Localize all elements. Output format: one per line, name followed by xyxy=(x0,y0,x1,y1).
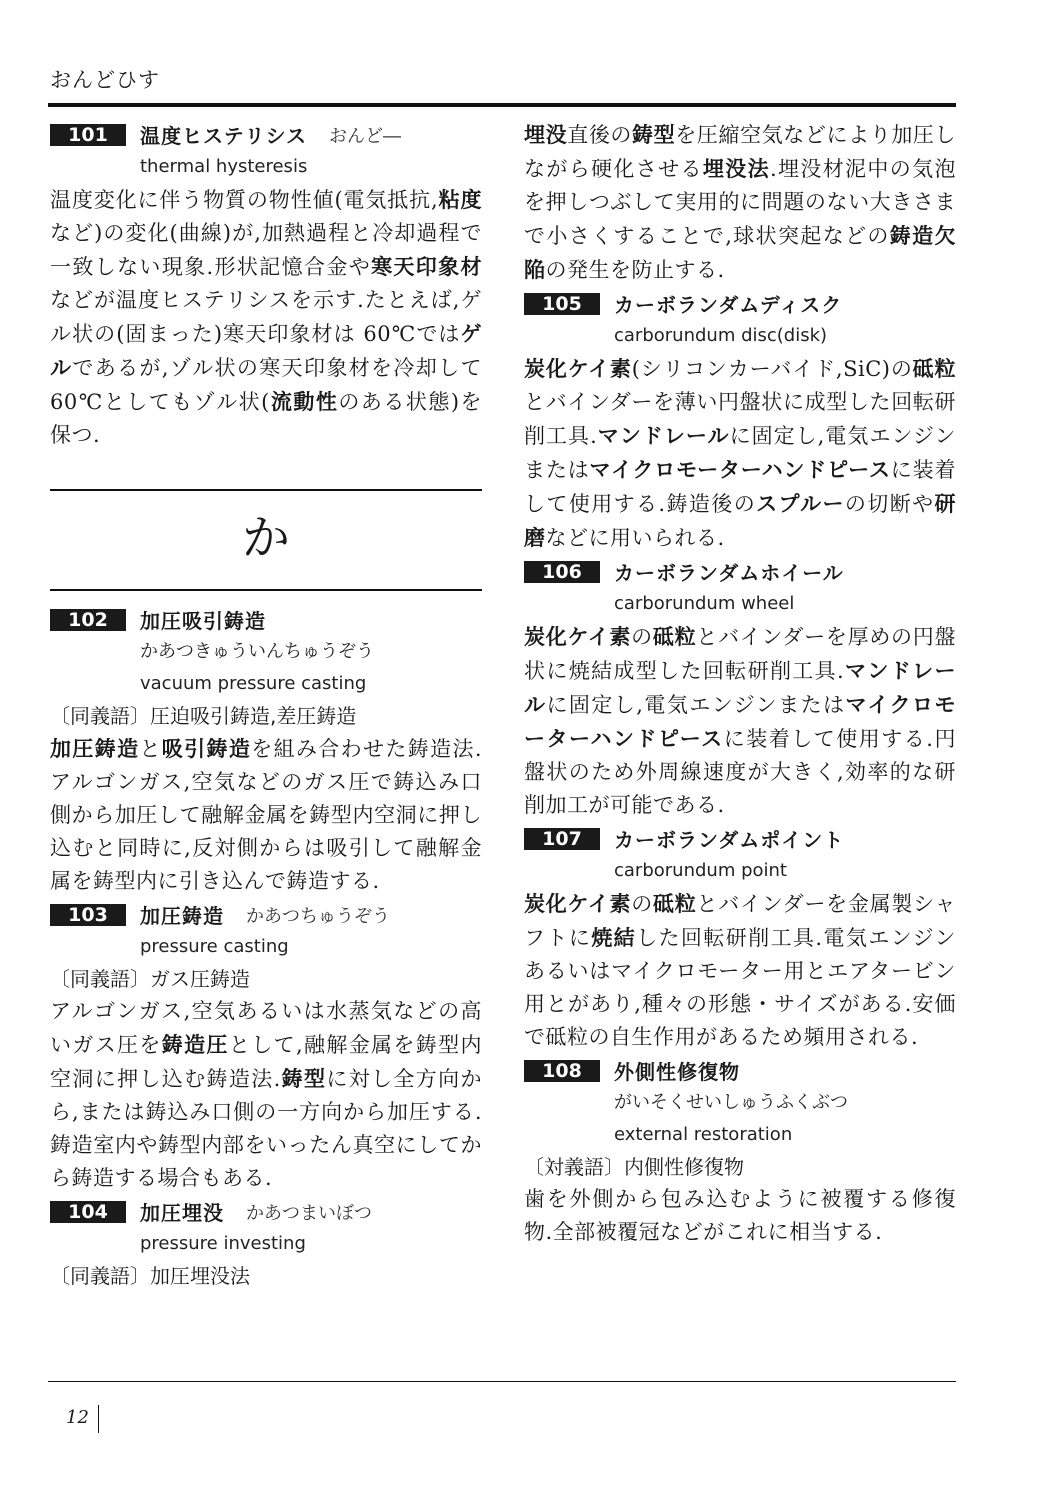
bold-term: 鋳型 xyxy=(632,122,676,147)
entry-body xyxy=(524,887,956,1054)
entry-105 xyxy=(524,287,956,555)
body-text: に固定し,電気エンジンまたは xyxy=(546,693,846,717)
body-text: の切断や xyxy=(844,492,935,516)
body-text: 直後の xyxy=(567,123,633,147)
page-number: 12 xyxy=(66,1407,89,1428)
section-rule xyxy=(50,589,482,591)
body-text: 温度変化に伴う物質の物性値(電気抵抗, xyxy=(50,188,439,212)
top-rule xyxy=(48,103,956,107)
entry-body xyxy=(50,995,482,1195)
entry-english: pressure investing xyxy=(140,1233,306,1254)
bold-term: 鋳型 xyxy=(280,1066,327,1091)
entry-reading: がいそくせいしゅうふくぶつ xyxy=(614,1092,848,1113)
bold-term: 炭化ケイ素 xyxy=(524,891,632,916)
bold-term: スプルー xyxy=(756,491,845,516)
entry-body xyxy=(50,732,482,898)
entry-reading: かあつまいぼつ xyxy=(246,1202,372,1224)
entry-number: 104 xyxy=(50,1201,126,1223)
entry-term: 温度ヒステリシス xyxy=(140,124,307,148)
bold-term: ゲル xyxy=(50,321,482,380)
entry-number: 103 xyxy=(50,904,126,926)
entry-english: carborundum wheel xyxy=(614,593,795,614)
entry-reading: かあつきゅういんちゅうぞう xyxy=(140,641,374,662)
body-text: であるが,ゾル状の寒天印象材を冷却して 60℃としてもゾル状( xyxy=(50,356,482,414)
body-text: の xyxy=(631,892,654,916)
entry-english: carborundum point xyxy=(614,860,787,881)
body-text: を組み合わせた鋳造法.アルゴンガス,空気などのガス圧で鋳込み口側から加圧して融解金属を鋳型内空洞に押し込むと同時に,反対側からは吸引して融解金属を鋳型内に引き込んで鋳造する. xyxy=(50,737,482,893)
entry-english: external restoration xyxy=(614,1124,793,1145)
entry-103 xyxy=(50,898,482,1195)
bold-term: マイクロモーターハンドピース xyxy=(524,692,957,751)
bold-term: 焼結 xyxy=(591,925,637,950)
bold-term: 砥粒 xyxy=(912,356,957,381)
body-text: 歯を外側から包み込むように被覆する修復物.全部被覆冠などがこれに相当する. xyxy=(524,1187,956,1244)
entry-synonym: 〔同義語〕ガス圧鋳造 xyxy=(50,967,250,991)
entry-107 xyxy=(524,822,956,1054)
entry-number: 101 xyxy=(50,124,126,146)
entry-number: 106 xyxy=(524,561,600,583)
bold-term: 加圧鋳造 xyxy=(50,736,140,761)
entry-104-body xyxy=(524,118,956,287)
entry-term: カーボランダムホイール xyxy=(614,561,844,585)
entry-body xyxy=(50,183,482,452)
body-text: の xyxy=(631,625,653,649)
entry-term: 加圧吸引鋳造 xyxy=(140,609,266,633)
bottom-rule xyxy=(48,1381,956,1382)
body-text: などに用いられる. xyxy=(545,526,725,550)
bold-term: 吸引鋳造 xyxy=(161,736,252,761)
entry-number: 107 xyxy=(524,828,600,850)
bold-term: 埋没 xyxy=(524,122,568,147)
bold-term: マンドレール xyxy=(597,423,730,448)
body-text: と xyxy=(139,737,162,761)
section-kana: か xyxy=(241,510,290,566)
body-text: とバインダーを薄い円盤状に成型した回転研削工具. xyxy=(524,390,956,448)
body-text: の発生を防止する. xyxy=(545,258,725,282)
entry-term: 加圧埋没 xyxy=(140,1201,224,1225)
entry-english: vacuum pressure casting xyxy=(140,673,367,694)
bold-term: 鋳造欠陥 xyxy=(524,223,956,282)
entry-104 xyxy=(50,1195,482,1292)
entry-number: 105 xyxy=(524,293,600,315)
left-column xyxy=(50,118,482,1292)
body-text: に対し全方向から,または鋳込み口側の一方向から加圧する.鋳造室内や鋳型内部をいったん真空にしてから鋳造する場合もある. xyxy=(50,1067,482,1190)
entry-synonym: 〔同義語〕圧迫吸引鋳造,差圧鋳造 xyxy=(50,704,357,728)
body-text: に固定し,電気エンジンまたは xyxy=(524,424,956,482)
entry-english: pressure casting xyxy=(140,936,289,957)
bold-term: 鋳造圧 xyxy=(161,1032,229,1057)
entry-term: カーボランダムポイント xyxy=(614,828,845,852)
entry-term: 外側性修復物 xyxy=(614,1060,740,1084)
body-text: に装着して使用する.鋳造後の xyxy=(524,458,956,516)
bold-term: 炭化ケイ素 xyxy=(524,356,632,381)
bold-term: 寒天印象材 xyxy=(371,254,482,279)
bold-term: マンドレール xyxy=(524,658,956,717)
right-column xyxy=(524,118,956,1249)
bold-term: 研磨 xyxy=(524,491,956,550)
entry-english: carborundum disc(disk) xyxy=(614,325,828,346)
running-head: おんどひす xyxy=(50,68,160,92)
body-text: アルゴンガス,空気あるいは水蒸気などの高いガス圧を xyxy=(50,999,482,1057)
entry-reading: かあつちゅうぞう xyxy=(246,905,390,927)
entry-english: thermal hysteresis xyxy=(140,156,308,177)
body-text: として,融解金属を鋳型内空洞に押し込む鋳造法. xyxy=(50,1033,482,1091)
body-text: など)の変化(曲線)が,加熱過程と冷却過程で一致しない現象.形状記憶合金や xyxy=(50,221,482,279)
entry-number: 108 xyxy=(524,1060,600,1082)
bold-term: 流動性 xyxy=(269,389,339,414)
entry-number: 102 xyxy=(50,609,126,631)
body-text: などが温度ヒステリシスを示す.たとえば,ゲル状の(固まった)寒天印象材は 60℃では xyxy=(50,288,482,346)
section-rule xyxy=(50,489,482,491)
entry-101 xyxy=(50,118,482,452)
entry-term: カーボランダムディスク xyxy=(614,293,843,317)
bold-term: 砥粒 xyxy=(652,624,697,649)
body-text: を圧縮空気などにより加圧しながら硬化させる xyxy=(524,123,957,181)
entry-102 xyxy=(50,603,482,898)
entry-body xyxy=(524,352,956,555)
body-text: とバインダーを金属製シャフトに xyxy=(524,892,957,950)
body-text: .埋没材泥中の気泡を押しつぶして実用的に問題のない大きさまで小さくすることで,球状突起などの xyxy=(524,157,956,248)
entry-108 xyxy=(524,1054,956,1249)
body-text: に装着して使用する.円盤状のため外周線速度が大きく,効率的な研削加工が可能である. xyxy=(524,727,956,817)
entry-synonym: 〔同義語〕加圧埋没法 xyxy=(50,1264,250,1288)
bold-term: 炭化ケイ素 xyxy=(524,624,632,649)
entry-synonym: 〔対義語〕内側性修復物 xyxy=(524,1155,744,1179)
body-text: とバインダーを厚めの円盤状に焼結成型した回転研削工具. xyxy=(524,625,957,683)
section-header xyxy=(50,489,482,591)
entry-106 xyxy=(524,555,956,822)
entry-body xyxy=(524,620,956,822)
page-number-divider xyxy=(98,1405,99,1433)
entry-body xyxy=(524,1183,956,1249)
bold-term: マイクロモーターハンドピース xyxy=(589,457,891,482)
body-text: した回転研削工具.電気エンジンあるいはマイクロモーター用とエアタービン用とがあり,種々の形態・サイズがある.安価で砥粒の自生作用があるため頻用される. xyxy=(524,926,957,1049)
bold-term: 埋没法 xyxy=(702,156,770,181)
entry-reading: おんど― xyxy=(329,125,401,147)
body-text: のある状態)を保つ. xyxy=(50,390,483,447)
bold-term: 砥粒 xyxy=(653,891,697,916)
entry-term: 加圧鋳造 xyxy=(140,904,224,928)
body-text: (シリコンカーバイド,SiC)の xyxy=(631,357,913,381)
bold-term: 粘度 xyxy=(438,187,482,212)
